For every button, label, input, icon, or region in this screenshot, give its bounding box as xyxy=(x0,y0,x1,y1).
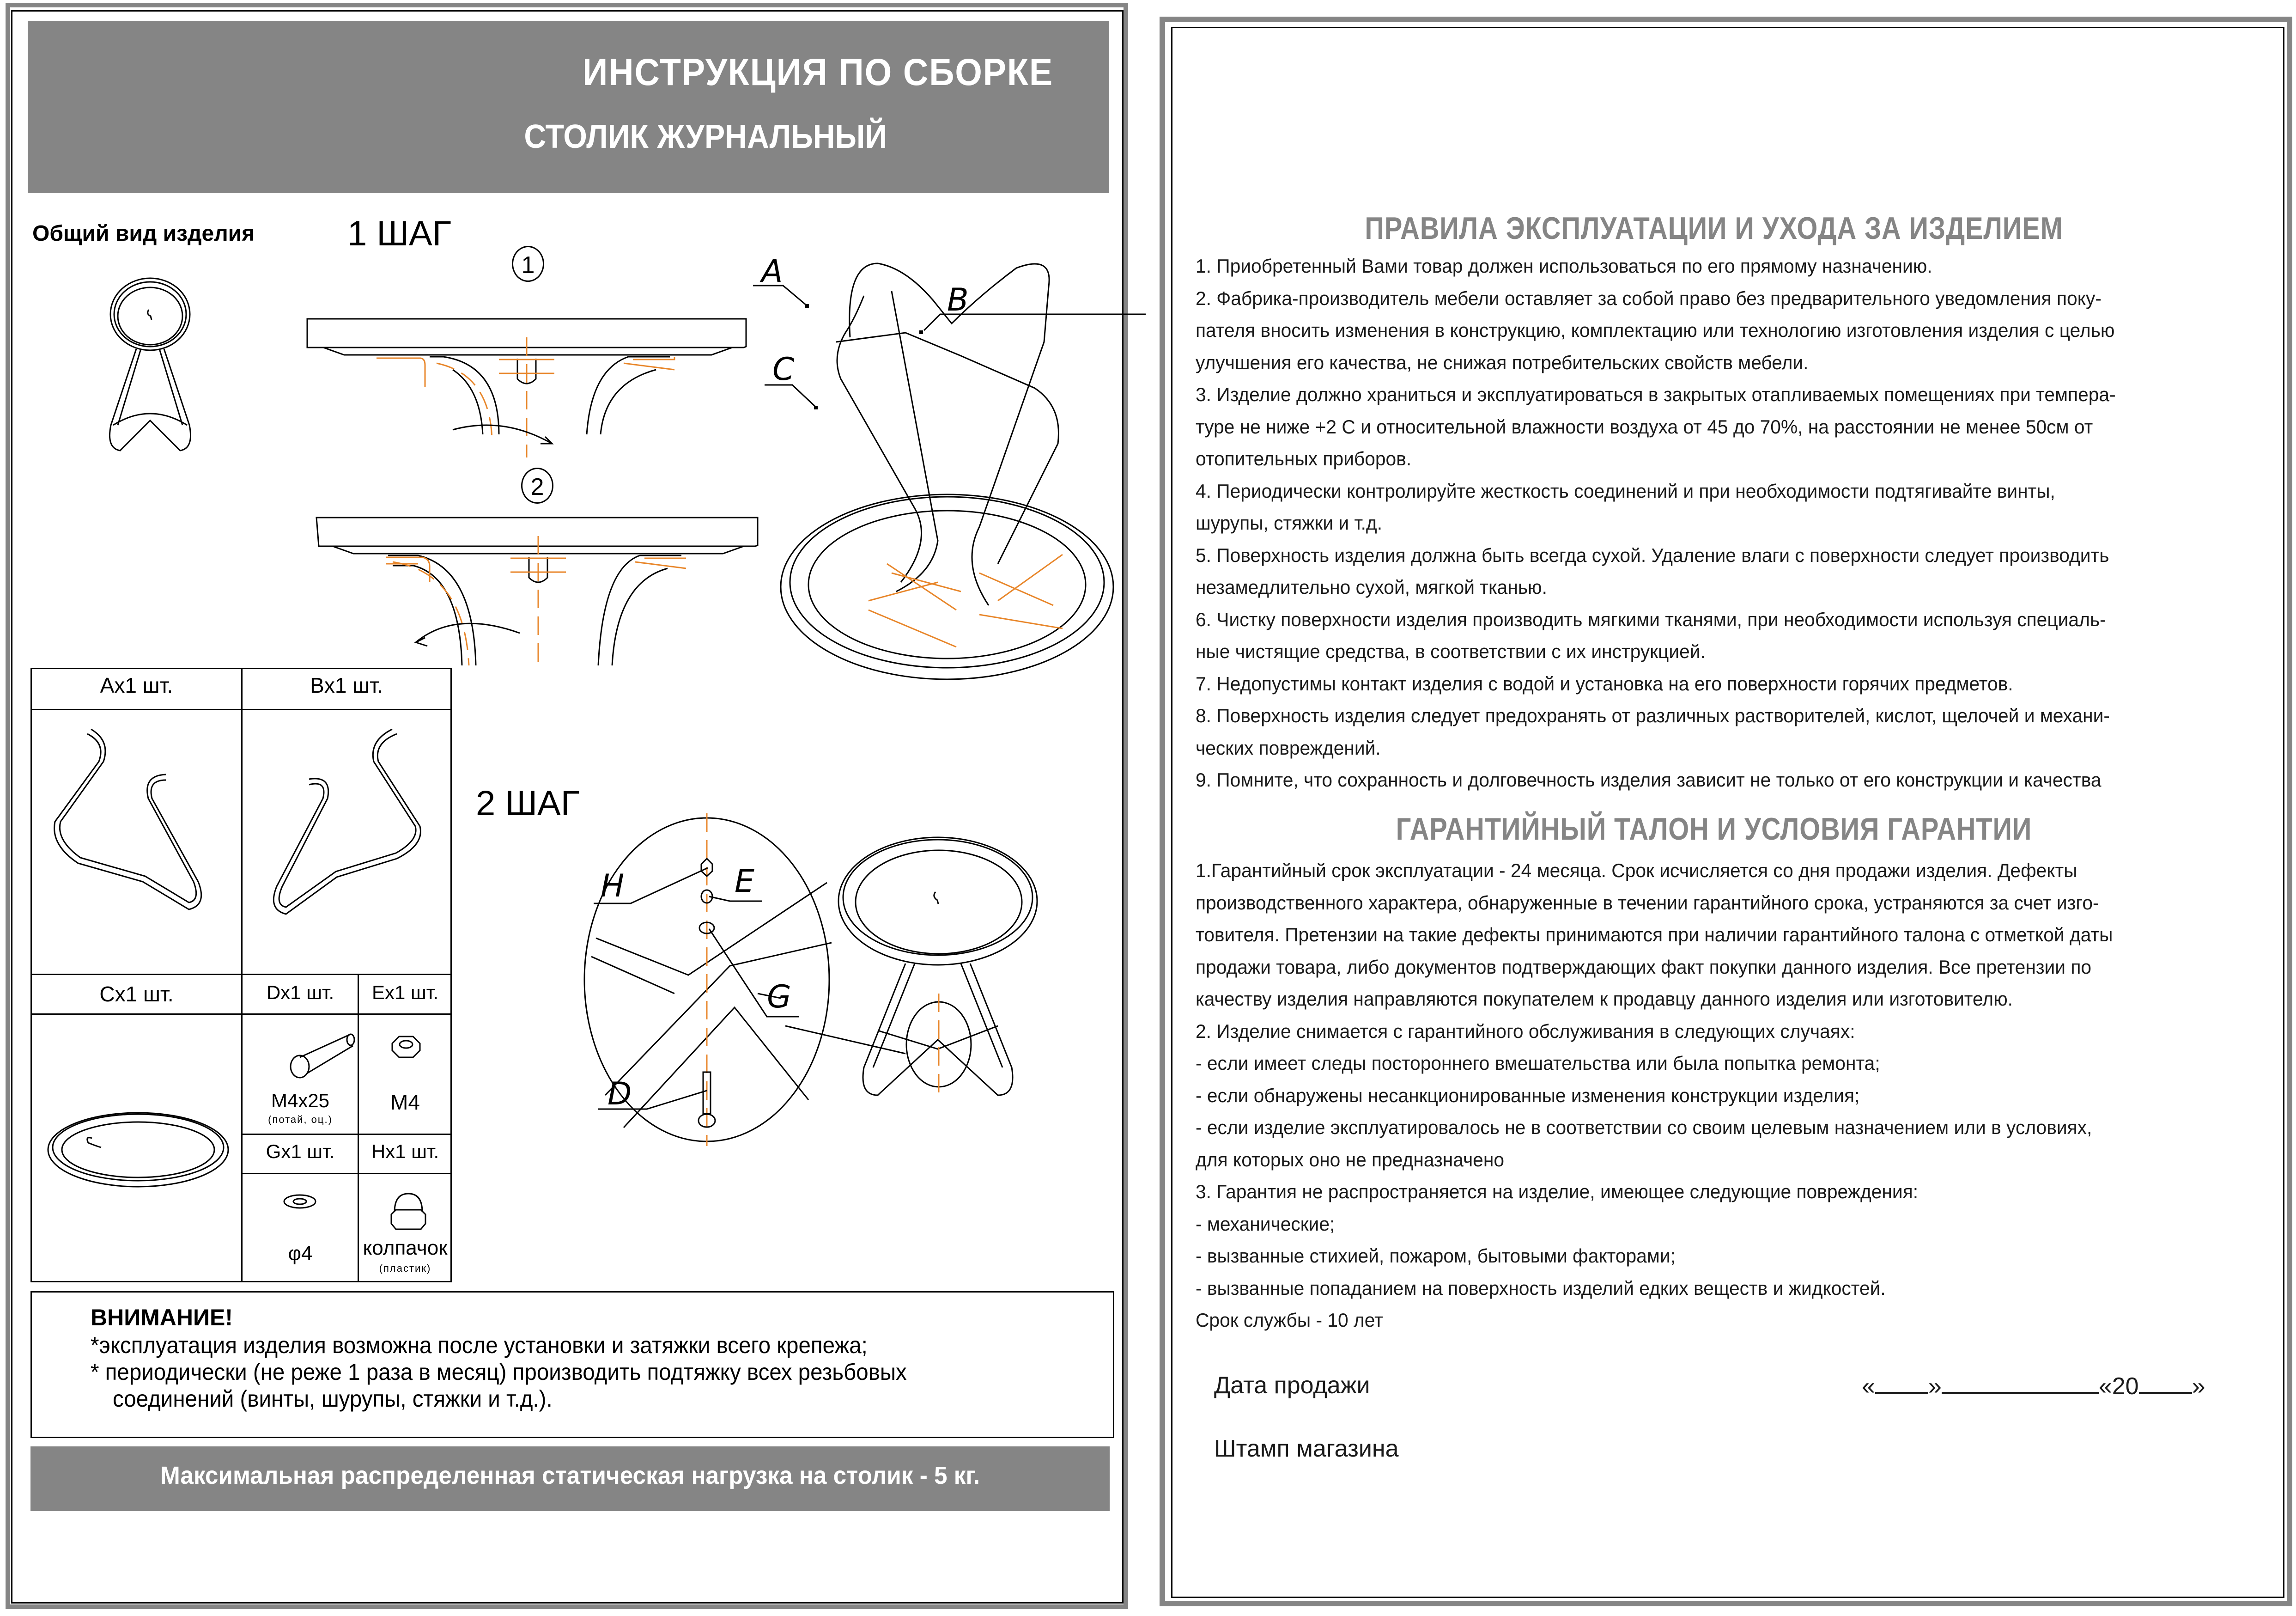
divider xyxy=(32,974,450,975)
part-g-header: Gx1 шт. xyxy=(266,1140,335,1162)
part-b-tube xyxy=(273,734,420,914)
rules-line: улучшения его качества, не снижая потребительских свойств мебели. xyxy=(1196,351,1809,373)
guide-lines-right xyxy=(979,555,1063,628)
nut-outline xyxy=(392,1037,420,1057)
rules-line: 4. Периодически контролируйте жесткость соединений и при необходимости подтягивайте винты, xyxy=(1196,480,2055,502)
bracket-right xyxy=(635,558,686,568)
nut-hole xyxy=(400,1041,413,1048)
divider xyxy=(358,974,359,1281)
leg-right xyxy=(587,357,670,434)
document-title: ИНСТРУКЦИЯ ПО СБОРКЕ xyxy=(583,51,1053,93)
header-bar xyxy=(28,21,1109,193)
warranty-line: - если обнаружены несанкционированные изменения конструкции изделия; xyxy=(1196,1084,1860,1106)
divider xyxy=(32,1013,450,1015)
part-e-header: Ex1 шт. xyxy=(372,982,438,1003)
tabletop-outer xyxy=(781,494,1113,679)
frame-a xyxy=(837,296,922,582)
warranty-line: для которых оно не предназначено xyxy=(1196,1148,1504,1171)
rules-line: 7. Недопустимы контакт изделия с водой и установка на его поверхности горячих предметов. xyxy=(1196,672,2013,695)
year-prefix: «20 xyxy=(2098,1373,2139,1400)
warranty-line: - если имеет следы постороннего вмешательства или была попытка ремонта; xyxy=(1196,1052,1880,1074)
part-h-spec: колпачок xyxy=(363,1237,448,1259)
part-c-header: Cx1 шт. xyxy=(99,982,174,1006)
divider xyxy=(241,1134,450,1135)
screw-tip xyxy=(347,1034,354,1045)
rules-line: незамедлительно сухой, мягкой тканью. xyxy=(1196,576,1547,598)
bracket-right xyxy=(624,357,674,370)
tray-clip xyxy=(87,1138,101,1147)
rotate-arrow-1 xyxy=(453,425,552,444)
legs-cross xyxy=(878,1026,998,1049)
sale-date-field[interactable] xyxy=(1862,1372,2205,1400)
leg-left xyxy=(430,357,499,434)
year-close-quote: » xyxy=(2192,1373,2205,1400)
parts-table xyxy=(30,668,452,1282)
warranty-line: Срок службы - 10 лет xyxy=(1196,1309,1383,1331)
store-stamp-label: Штамп магазина xyxy=(1214,1435,1399,1462)
rules-line: 2. Фабрика-производитель мебели оставляет за собой право без предварительного уведомления поку- xyxy=(1196,287,2102,309)
warranty-line: качеству изделия направляются покупателем к продавцу данного изделия или изготовителю. xyxy=(1196,988,2013,1010)
part-d-spec: M4x25 xyxy=(271,1090,330,1111)
part-h-header: Hx1 шт. xyxy=(371,1140,439,1162)
rules-line: 1. Приобретенный Вами товар должен использоваться по его прямому назначению. xyxy=(1196,255,1932,277)
step2-assembled-view xyxy=(832,836,1039,1123)
legs-outline xyxy=(110,349,191,451)
overview-label: Общий вид изделия xyxy=(32,221,255,246)
tabletop-rim xyxy=(790,497,1104,668)
rules-line: 6. Чистку поверхности изделия производить мягкими тканями, при необходимости используя специаль- xyxy=(1196,608,2106,630)
max-load-text: Максимальная распределенная статическая нагрузка на столик - 5 кг. xyxy=(160,1462,980,1489)
tabletop-outer xyxy=(110,278,190,350)
rules-line: пателя вносить изменения в конструкцию, комплектацию или технологию изготовления изделия с целью xyxy=(1196,319,2115,341)
part-e-spec: M4 xyxy=(390,1090,420,1114)
washer-outer xyxy=(284,1195,316,1208)
day-open-quote: « xyxy=(1862,1373,1875,1400)
callout-g: G xyxy=(767,979,791,1015)
warranty-line: 3. Гарантия не распространяется на изделие, имеющее следующие повреждения: xyxy=(1196,1181,1919,1202)
sale-date-label: Дата продажи xyxy=(1214,1372,1370,1399)
rules-line: туре не ниже +2 С и относительной влажности воздуха от 45 до 70%, на расстоянии не менее 50см от xyxy=(1196,415,2093,438)
part-a-tube-inner xyxy=(60,729,196,903)
part-g-drawing xyxy=(281,1191,318,1214)
warranty-line: продажи товара, либо документов подтверждающих факт покупки данного изделия. Все претензии по xyxy=(1196,956,2092,978)
rules-line: ческих повреждений. xyxy=(1196,737,1381,759)
warranty-line: 1.Гарантийный срок эксплуатации - 24 месяца. Срок исчисляется со дня продажи изделия. Дефекты xyxy=(1196,860,2077,881)
leg-right xyxy=(598,555,681,665)
screw-head xyxy=(291,1055,309,1078)
step1-assembly-view xyxy=(739,240,1146,702)
part-d-note: (потай, оц.) xyxy=(268,1114,333,1125)
screw-shaft xyxy=(300,1034,353,1073)
rotate-arrow-2 xyxy=(416,623,520,646)
divider xyxy=(241,669,243,1281)
rules-line: 8. Поверхность изделия следует предохранять от различных растворителей, кислот, щелочей и механи- xyxy=(1196,705,2110,726)
clip-icon xyxy=(934,892,938,904)
rules-line: 5. Поверхность изделия должна быть всегда сухой. Удаление влаги с поверхности следует производить xyxy=(1196,544,2109,566)
part-c-drawing xyxy=(46,1034,231,1265)
legs-cross xyxy=(113,414,187,425)
rules-title: ПРАВИЛА ЭКСПЛУАТАЦИИ И УХОДА ЗА ИЗДЕЛИЕМ xyxy=(1365,211,2063,246)
step2-detail-view xyxy=(582,813,841,1146)
part-h-note: (пластик) xyxy=(379,1262,431,1274)
callout-c: C xyxy=(772,351,795,388)
part-b-drawing xyxy=(258,725,434,965)
leg-left-axis xyxy=(393,562,469,665)
warranty-line: - если изделие эксплуатировалось не в соответствии со своим целевым назначением или в условиях, xyxy=(1196,1116,2092,1138)
tray-outer xyxy=(48,1113,228,1187)
warranty-line: 2. Изделие снимается с гарантийного обслуживания в следующих случаях: xyxy=(1196,1020,1855,1042)
tabletop-rim xyxy=(114,282,186,347)
guide-lines-left xyxy=(869,564,961,647)
day-close-quote: » xyxy=(1928,1373,1942,1400)
frame-b-foot xyxy=(972,527,989,605)
warranty-line: производственного характера, обнаруженные в течении гарантийного срока, устраняются за счет изго- xyxy=(1196,891,2099,914)
part-b-header: Bx1 шт. xyxy=(310,673,383,697)
step1-label: 1 ШАГ xyxy=(347,214,451,253)
clip-icon xyxy=(148,310,152,320)
part-a-drawing xyxy=(50,725,226,965)
warranty-title: ГАРАНТИЙНЫЙ ТАЛОН И УСЛОВИЯ ГАРАНТИИ xyxy=(1396,811,2032,847)
part-d-drawing xyxy=(281,1020,355,1085)
callout-d: D xyxy=(607,1076,632,1112)
part-a-tube xyxy=(55,734,201,909)
part-d-header: Dx1 шт. xyxy=(266,982,334,1003)
part-h-drawing xyxy=(388,1191,429,1238)
warning-line-2: * периодически (не реже 1 раза в месяц) производить подтяжку всех резьбовых xyxy=(91,1359,907,1385)
rules-line: 9. Помните, что сохранность и долговечность изделия зависит не только от его конструкции и качества xyxy=(1196,769,2102,791)
warranty-line: - механические; xyxy=(1196,1213,1335,1235)
marker-b xyxy=(919,330,923,334)
step1-sideview-1 xyxy=(305,319,748,457)
substep-1-badge: 1 xyxy=(512,246,544,282)
tabletop-rim xyxy=(843,840,1033,955)
product-name: СТОЛИК ЖУРНАЛЬНЫЙ xyxy=(524,118,887,155)
cap-hex xyxy=(391,1210,425,1229)
month-blank[interactable] xyxy=(1942,1372,2099,1394)
day-blank[interactable] xyxy=(1875,1372,1928,1394)
tabletop-inner xyxy=(856,850,1022,954)
step2-label: 2 ШАГ xyxy=(476,784,580,823)
part-e-drawing xyxy=(390,1034,422,1062)
tray-inner xyxy=(62,1122,214,1177)
divider xyxy=(241,1173,450,1174)
part-b-tube-inner xyxy=(279,729,416,907)
rules-line: ные чистящие средства, в соответствии с их инструкцией. xyxy=(1196,640,1706,662)
warranty-line: товителя. Претензии на такие дефекты принимаются при наличии гарантийного талона с отметкой даты xyxy=(1196,924,2113,945)
callout-e: E xyxy=(735,863,754,900)
tabletop-side xyxy=(316,518,758,546)
washer-hole xyxy=(293,1199,306,1204)
callout-h: H xyxy=(601,868,625,904)
warranty-line: - вызванные попаданием на поверхность изделий едких веществ и жидкостей. xyxy=(1196,1277,1886,1299)
year-blank[interactable] xyxy=(2139,1372,2192,1394)
warranty-line: - вызванные стихией, пожаром, бытовыми факторами; xyxy=(1196,1245,1676,1267)
step1-sideview-2 xyxy=(316,518,760,670)
callout-a: A xyxy=(761,253,783,290)
rules-line: шурупы, стяжки и т.д. xyxy=(1196,512,1383,534)
tabletop-bevel xyxy=(323,348,732,355)
tray-rim xyxy=(53,1114,224,1181)
leg-left xyxy=(388,555,476,665)
frame-b-leg xyxy=(836,333,1058,564)
rules-line: отопительных приборов. xyxy=(1196,448,1412,470)
leader-c xyxy=(765,385,815,407)
substep-2-badge: 2 xyxy=(521,468,553,504)
rules-line: 3. Изделие должно храниться и эксплуатироваться в закрытых отапливаемых помещениях при темпера- xyxy=(1196,384,2116,405)
tabletop-inner xyxy=(808,511,1086,659)
overview-table-drawing xyxy=(92,273,213,467)
part-g-spec: φ4 xyxy=(288,1242,313,1265)
divider xyxy=(32,709,450,710)
callout-b: B xyxy=(947,282,969,318)
bracket-left xyxy=(377,358,425,387)
part-a-header: Ax1 шт. xyxy=(100,673,173,697)
warning-title: ВНИМАНИЕ! xyxy=(91,1305,233,1330)
warning-line-1: *эксплуатация изделия возможна после установки и затяжки всего крепежа; xyxy=(91,1332,868,1358)
warning-line-3: соединений (винты, шурупы, стяжки и т.д.). xyxy=(113,1386,553,1412)
